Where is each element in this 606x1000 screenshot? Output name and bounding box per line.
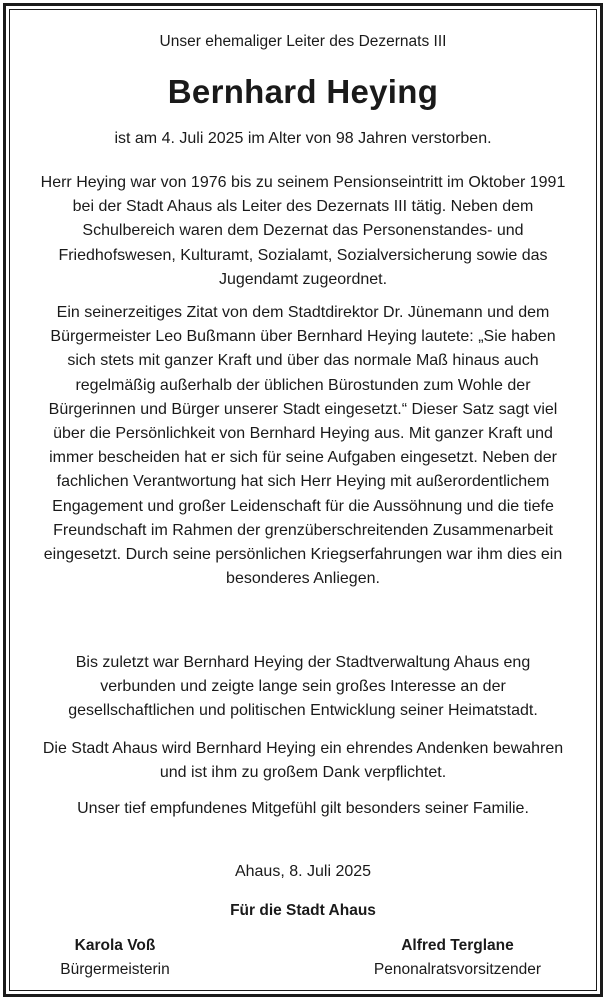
signatory-right: [345, 935, 570, 981]
signatory-left: [40, 935, 190, 981]
signatory-role: Bürgermeisterin: [60, 961, 170, 978]
on-behalf-line: Für die Stadt Ahaus: [230, 902, 376, 919]
death-statement: ist am 4. Juli 2025 im Alter von 98 Jahren verstorben.: [114, 130, 492, 147]
deceased-name: Bernhard Heying: [167, 73, 439, 110]
paragraph-quote: Ein seinerzeitiges Zitat von dem Stadtdirektor Dr. Jünemann und dem Bürgermeister Leo Bußmann über Bernhard Heying lautete: „Sie haben sich stets mit ganzer Kraft und über das normale Maß hinaus auch regelmäßig außerhalb der üblichen Bürostunden zum Wohle der Bürgerinnen und Bürger unserer Stadt eingesetzt.“ Dieser Satz sagt viel über die Persönlichkeit von Bernhard Heying aus. Mit ganzer Kraft und immer bescheiden hat er sich für seine Aufgaben eingesetzt. Neben der fachlichen Verantwortung hat sich Herr Heying mit außerordentlichem Engagement und großer Leidenschaft für die Aussöhnung und die tiefe Freundschaft im Rahmen der grenzüberschreitenden Zusammenarbeit eingesetzt. Durch seine persönlichen Kriegserfahrungen war ihm dies ein besonderes Anliegen.: [43, 304, 563, 588]
paragraph-remembrance: Die Stadt Ahaus wird Bernhard Heying ein ehrendes Andenken bewahren und ist ihm zu großem Dank verpflichtet.: [42, 740, 564, 782]
signatory-role: Penonalratsvorsitzender: [373, 961, 542, 978]
paragraph-career: Herr Heying war von 1976 bis zu seinem Pensionseintritt im Oktober 1991 bei der Stadt Ahaus als Leiter des Dezernats III tätig. Neben dem Schulbereich waren dem Dezernat das Personenstandes- und Friedhofswesen, Kulturamt, Sozialamt, Sozialversicherung sowie das Jugendamt zugeordnet.: [40, 174, 566, 288]
signatory-name: Alfred Terglane: [401, 937, 514, 954]
paragraph-condolence: Unser tief empfundenes Mitgefühl gilt besonders seiner Familie.: [77, 800, 529, 817]
place-date: Ahaus, 8. Juli 2025: [234, 863, 372, 880]
paragraph-connection: Bis zuletzt war Bernhard Heying der Stadtverwaltung Ahaus eng verbunden und zeigte lange sein großes Interesse an der gesellschaftlichen und politischen Entwicklung seiner Heimatstadt.: [68, 654, 538, 720]
signatory-name: Karola Voß: [74, 937, 156, 954]
intro-line: Unser ehemaliger Leiter des Dezernats III: [159, 33, 447, 50]
